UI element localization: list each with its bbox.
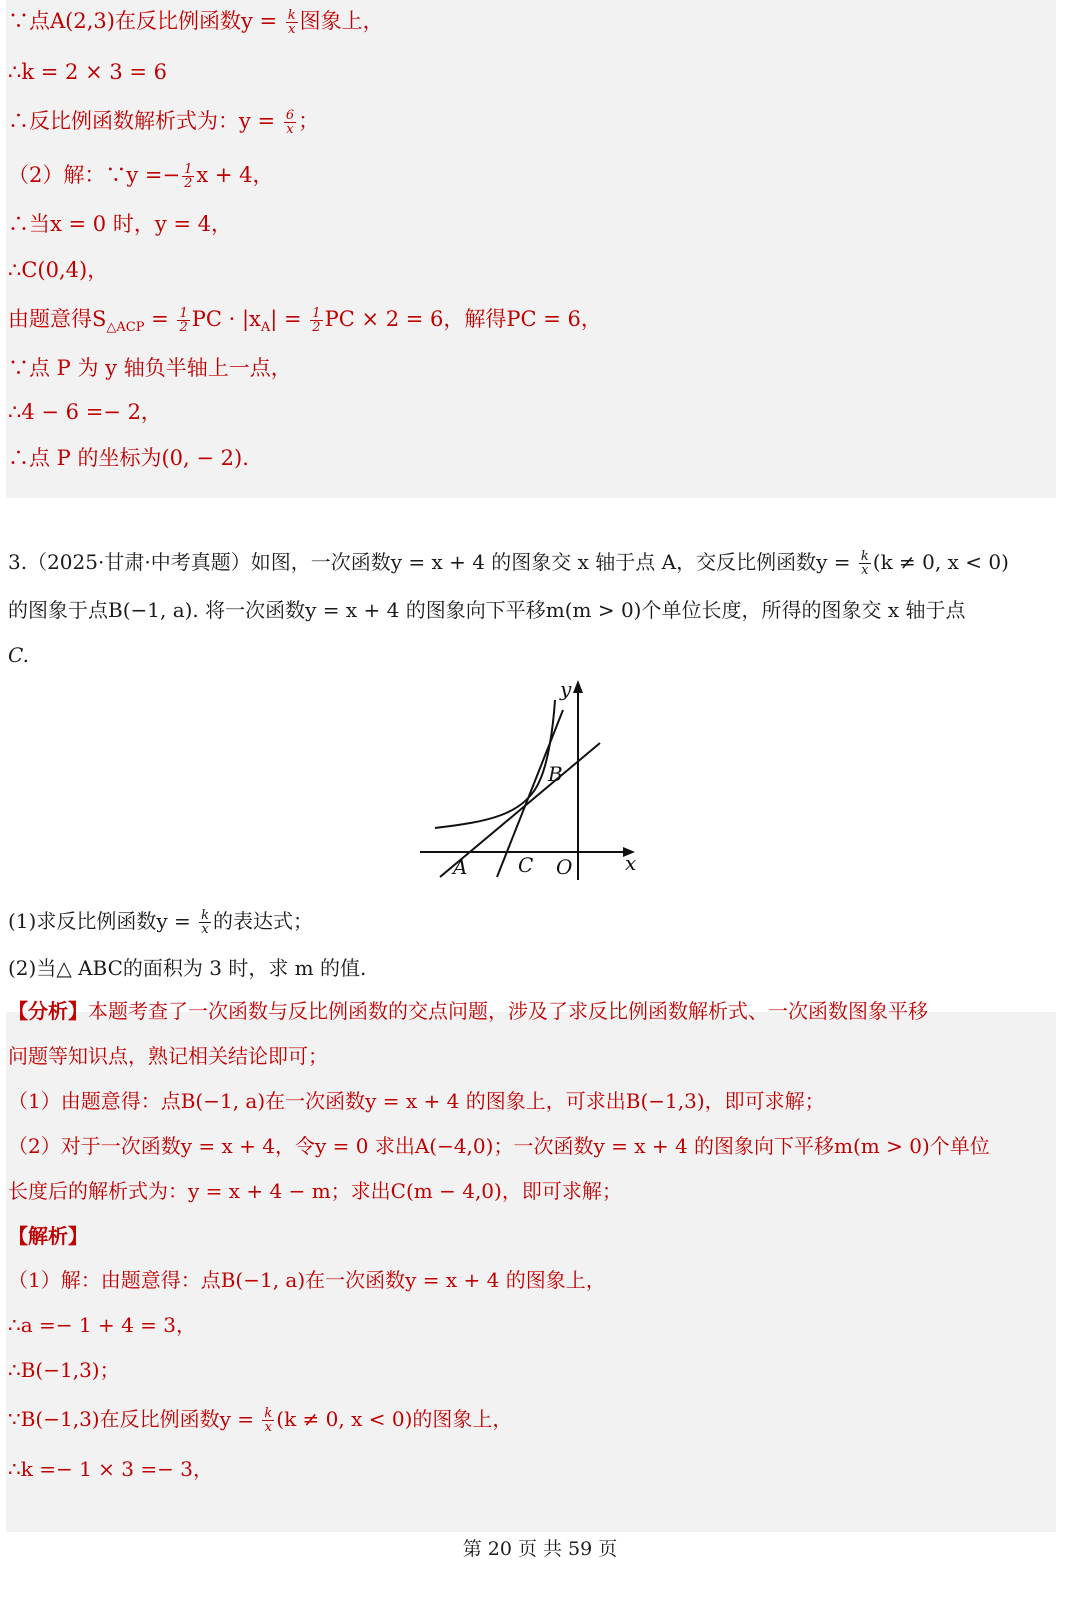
frac-num: 6 <box>285 108 295 123</box>
prev-line-7-text: 由题意得S <box>8 307 107 331</box>
question-line-3: C. <box>8 643 29 667</box>
solution-line-5: ∴k =− 1 × 3 =− 3， <box>8 1457 213 1481</box>
analysis-line-4: （2）对于一次函数y = x + 4，令y = 0 求出A(−4,0)；一次函数y = x + 4 的图象向下平移m(m > 0)个单位 <box>8 1134 990 1158</box>
label-A: A <box>453 855 468 879</box>
prev-line-1-text: ∵点A(2,3)在反比例函数y = <box>8 9 284 33</box>
frac-den: x <box>861 563 869 578</box>
frac-den: x <box>286 122 294 137</box>
frac-num: 1 <box>312 306 321 321</box>
frac-num: k <box>860 549 869 564</box>
prev-line-9: ∴4 − 6 =− 2， <box>8 400 162 424</box>
fraction-k-over-x <box>859 550 871 577</box>
frac-den: x <box>264 1420 272 1435</box>
fraction-1-over-2 <box>310 307 322 334</box>
prev-line-8: ∵点 P 为 y 轴负半轴上一点， <box>8 356 292 380</box>
analysis-line-5: 长度后的解析式为：y = x + 4 − m；求出C(m − 4,0)，即可求解； <box>8 1179 622 1203</box>
analysis-line-2: 问题等知识点，熟记相关结论即可； <box>8 1044 328 1068</box>
prev-line-10: ∴点 P 的坐标为(0, − 2). <box>8 446 249 470</box>
frac-num: 1 <box>184 162 193 177</box>
analysis-tag: 【分析】 <box>8 999 88 1023</box>
subscript-acp: △ACP <box>106 320 145 336</box>
prev-line-2: ∴k = 2 × 3 = 6 <box>8 60 168 84</box>
frac-num: k <box>201 908 209 923</box>
prev-line-7 <box>8 304 602 343</box>
fraction-6-over-x <box>284 109 296 136</box>
frac-num: 1 <box>179 306 188 321</box>
frac-den: 2 <box>179 320 188 335</box>
fraction-1-over-2 <box>177 307 189 334</box>
prev-line-4 <box>8 160 274 190</box>
subscript-a: A <box>260 320 271 336</box>
sub-question-1 <box>8 906 313 936</box>
label-O: O <box>556 855 573 879</box>
frac-den: x <box>288 22 296 37</box>
prev-line-4-end: x + 4， <box>196 163 274 187</box>
y-axis-arrow-icon <box>573 680 583 693</box>
sub-question-1-text: (1)求反比例函数y = <box>8 909 198 933</box>
solution-line-1: （1）解：由题意得：点B(−1, a)在一次函数y = x + 4 的图象上， <box>8 1268 606 1292</box>
solution-line-3: ∴B(−1,3)； <box>8 1358 120 1382</box>
frac-num: k <box>264 1406 273 1421</box>
analysis-line-1-text: 本题考查了一次函数与反比例函数的交点问题，涉及了求反比例函数解析式、一次函数图象平移 <box>88 999 928 1023</box>
label-C: C <box>518 853 534 877</box>
prev-line-7-eq: = <box>144 307 176 331</box>
solution-line-4 <box>8 1404 512 1434</box>
prev-line-3-text: ∴反比例函数解析式为：y = <box>8 109 282 133</box>
page-footer: 第 20 页 共 59 页 <box>462 1538 618 1560</box>
question-line-1-end: (k ≠ 0, x < 0) <box>872 550 1009 574</box>
sub-question-1-end: 的表达式； <box>213 909 313 933</box>
frac-den: x <box>201 922 209 937</box>
prev-line-7-end: PC × 2 = 6，解得PC = 6， <box>324 307 602 331</box>
prev-line-3 <box>8 106 319 136</box>
question-line-2: 的图象于点B(−1, a). 将一次函数y = x + 4 的图象向下平移m(m > 0)个单位长度，所得的图象交 x 轴于点 <box>8 598 966 622</box>
frac-den: 2 <box>312 320 321 335</box>
solution-line-4-end: (k ≠ 0, x < 0)的图象上， <box>276 1407 513 1431</box>
function-graph-figure <box>415 670 655 890</box>
frac-num: k <box>287 8 296 23</box>
label-x: x <box>625 851 637 875</box>
question-line-1 <box>8 547 1009 577</box>
label-y: y <box>560 677 572 701</box>
frac-den: 2 <box>184 176 193 191</box>
analysis-line-3: （1）由题意得：点B(−1, a)在一次函数y = x + 4 的图象上，可求出B(−1,3)，即可求解； <box>8 1089 825 1113</box>
prev-line-6: ∴C(0,4)， <box>8 258 109 282</box>
fraction-1-over-2 <box>182 163 194 190</box>
analysis-line-1 <box>8 996 928 1026</box>
question-line-1-text: 3.（2025·甘肃·中考真题）如图，一次函数y = x + 4 的图象交 x 轴于点 A，交反比例函数y = <box>8 550 857 574</box>
solution-line-4-text: ∵B(−1,3)在反比例函数y = <box>8 1407 261 1431</box>
label-B: B <box>548 762 563 786</box>
solution-line-2: ∴a =− 1 + 4 = 3， <box>8 1313 196 1337</box>
prev-line-5: ∴当x = 0 时，y = 4， <box>8 212 232 236</box>
prev-line-7-mid: PC · |x <box>191 307 261 331</box>
prev-line-1 <box>8 6 384 36</box>
sub-question-2: (2)当△ ABC的面积为 3 时，求 m 的值. <box>8 956 367 980</box>
hyperbola-curve <box>435 700 555 828</box>
fraction-k-over-x <box>286 9 298 36</box>
prev-line-4-text: （2）解：∵y =− <box>8 163 181 187</box>
prev-line-3-end: ； <box>298 109 320 133</box>
prev-line-7-mid2: | = <box>270 307 309 331</box>
fraction-k-over-x <box>262 1407 274 1434</box>
prev-line-1-end: 图象上， <box>299 9 384 33</box>
solution-tag: 【解析】 <box>8 1224 88 1248</box>
fraction-k-over-x <box>199 909 211 936</box>
